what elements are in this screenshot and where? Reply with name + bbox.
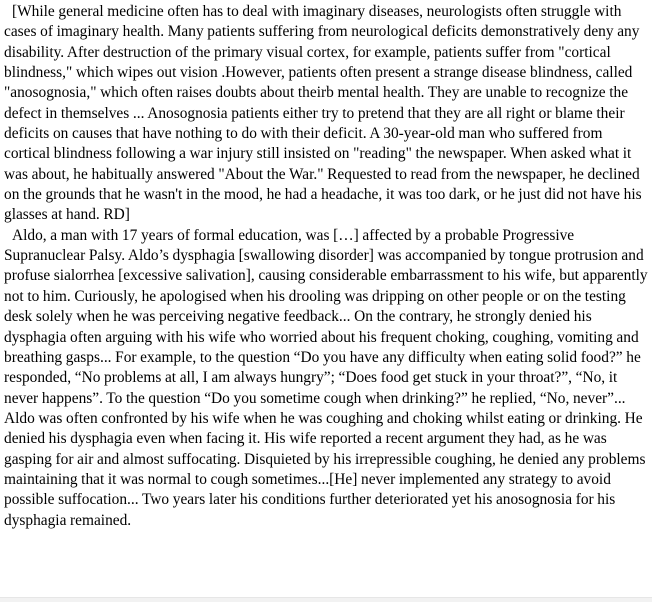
paragraph-anosognosia-intro: [While general medicine often has to deal with imaginary diseases, neurologists often struggle with cases of imaginary health. Many patients suffering from neurological deficits demonstratively deny any disability. After destruction of the primary visual cortex, for example, patients suffer from "cortical blindness," which wipes out vision .However, patients often present a strange disease blindness, called "anosognosia," which often raises doubts about theirb mental health. They are unable to recognize the defect in themselves ... Anosognosia patients either try to pretend that they are all right or blame their deficits on causes that have nothing to do with their deficit. A 30-year-old man who suffered from cortical blindness following a war injury still insisted on "reading" the newspaper. When asked what it was about, he habitually answered "About the War." Requested to read from the newspaper, he declined on the grounds that he wasn't in the mood, he had a headache, it was too dark, or he just did not have his glasses at hand. RD] <box>4 3 642 224</box>
page-bottom-edge <box>0 597 652 602</box>
paragraph-aldo-case: Aldo, a man with 17 years of formal education, was […] affected by a probable Progressive Supranuclear Palsy. Aldo’s dysphagia [swallowing disorder] was accompanied by tongue protrusion and profuse sialorrhea [excessive salivation], causing considerable embarrassment to his wife, but apparently not to him. Curiously, he apologised when his drooling was dripping on other people or on the testing desk solely when he was perceiving negative feedback... On the contrary, he strongly denied his dysphagia often arguing with his wife who worried about his frequent choking, coughing, vomiting and breathing gasps... For example, to the question “Do you have any difficulty when eating solid food?” he responded, “No problems at all, I am always hungry”; “Does food get stuck in your throat?”, “No, it never happens”. To the question “Do you sometime cough when drinking?” he replied, “No, never”... Aldo was often confronted by his wife when he was coughing and choking whilst eating or drinking. He denied his dysphagia even when facing it. His wife reported a recent argument they had, as he was gasping for air and almost suffocating. Disquieted by his irrepressible coughing, he denied any problems maintaining that it was normal to cough sometimes...[He] never implemented any strategy to avoid possible suffocation... Two years later his conditions further deteriorated yet his anosognosia for his dysphagia remained. <box>4 226 648 529</box>
document-body <box>4 2 649 531</box>
